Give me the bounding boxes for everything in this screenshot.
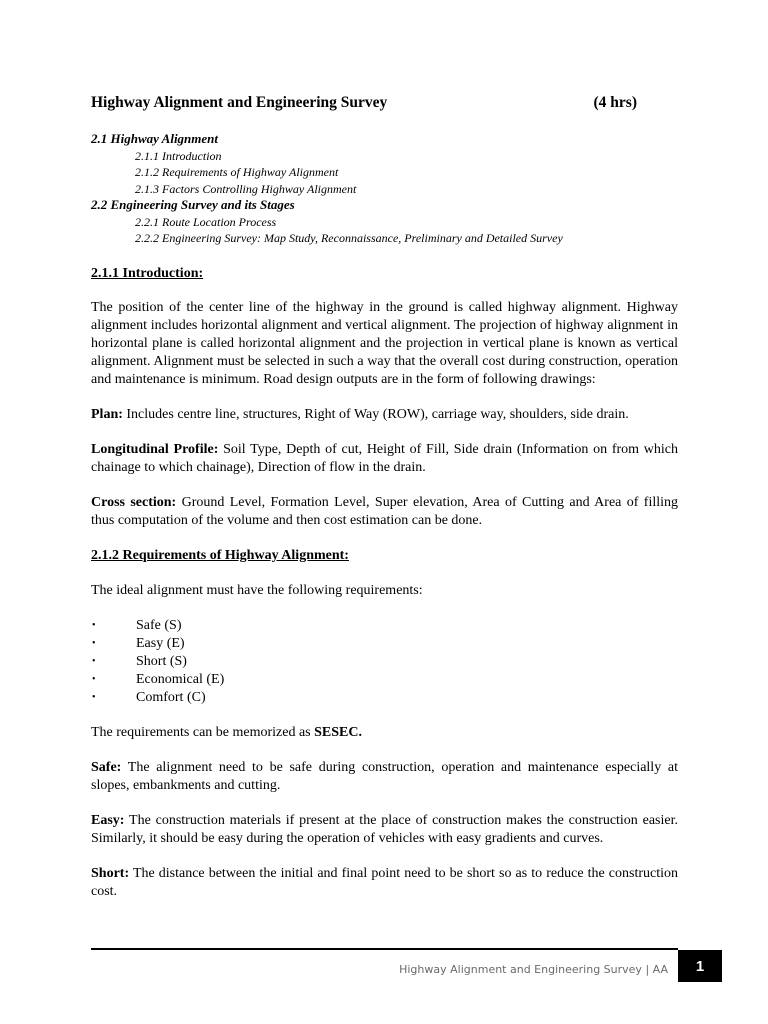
toc-subsection: 2.2.2 Engineering Survey: Map Study, Reconnaissance, Preliminary and Detailed Survey xyxy=(135,231,563,245)
cross-section-label: Cross section: xyxy=(91,495,177,510)
safe-label: Safe: xyxy=(91,760,122,775)
intro-paragraph: The position of the center line of the highway in the ground is called highway alignment. Highway alignment includes horizontal alignment and vertical alignment. The projection of highway alignment in horizontal plane is called horizontal alignment and the projection in vertical plane is known as vertical alignment. Alignment must be selected in such a way that the overall cost during construction, operation and maintenance is minimum. Road design outputs are in the form of following drawings: xyxy=(91,300,678,387)
intro-heading: 2.1.1 Introduction: xyxy=(91,266,204,281)
bullet-icon: • xyxy=(92,692,96,703)
toc-subsection: 2.1.1 Introduction xyxy=(135,148,222,163)
table-of-contents xyxy=(91,131,563,247)
footer-divider xyxy=(91,948,678,950)
easy-paragraph: Easy: The construction materials if present at the place of construction makes the construction easier. Similarly, it should be easy during the operation of vehicles with easy gradients and curves. xyxy=(91,813,678,846)
short-paragraph: Short: The distance between the initial and final point need to be short so as to reduce the construction cost. xyxy=(91,866,678,899)
short-label: Short: xyxy=(91,866,130,881)
plan-paragraph xyxy=(91,406,678,424)
safe-paragraph: Safe: The alignment need to be safe during construction, operation and maintenance especially at slopes, embankments and cutting. xyxy=(91,760,678,793)
list-item: • Comfort (C) xyxy=(92,690,206,705)
bullet-icon: • xyxy=(92,638,96,649)
list-item: • Safe (S) xyxy=(92,618,182,633)
bullet-icon: • xyxy=(92,620,96,631)
memo-word: SESEC. xyxy=(314,725,362,740)
toc-section: 2.1 Highway Alignment xyxy=(91,131,219,146)
toc-subsection: 2.1.3 Factors Controlling Highway Alignment xyxy=(135,181,357,196)
cross-section-text: Ground Level, Formation Level, Super elevation, Area of Cutting and Area of filling thus computation of the volume and then cost estimation can be done. xyxy=(91,495,679,528)
toc-section: 2.2 Engineering Survey and its Stages xyxy=(91,197,295,212)
page-number: 1 xyxy=(678,950,722,982)
profile-label: Longitudinal Profile: xyxy=(91,442,219,457)
footer-text: Highway Alignment and Engineering Survey | AA xyxy=(399,963,668,976)
bullet-icon: • xyxy=(92,674,96,685)
requirements-heading: 2.1.2 Requirements of Highway Alignment: xyxy=(91,548,349,563)
memo-paragraph: The requirements can be memorized as SESEC. xyxy=(91,725,362,740)
toc-subsection: 2.2.1 Route Location Process xyxy=(135,214,277,229)
bullet-icon: • xyxy=(92,656,96,667)
toc-subsection: 2.1.2 Requirements of Highway Alignment xyxy=(135,165,339,179)
easy-label: Easy: xyxy=(91,813,125,828)
profile-text: Soil Type, Depth of cut, Height of Fill, Side drain (Information on from which chainage to which chainage), Direction of flow in the drain. xyxy=(91,442,678,475)
profile-paragraph xyxy=(91,441,678,477)
requirements-intro: The ideal alignment must have the following requirements: xyxy=(91,583,423,598)
body-content xyxy=(91,265,678,901)
plan-text: Includes centre line, structures, Right of Way (ROW), carriage way, shoulders, side drain. xyxy=(122,407,629,422)
list-item: • Economical (E) xyxy=(92,672,225,687)
plan-label: Plan: xyxy=(91,407,123,422)
requirements-list xyxy=(91,617,678,707)
duration-label: (4 hrs) xyxy=(593,94,637,111)
list-item: • Easy (E) xyxy=(92,636,185,651)
list-item: • Short (S) xyxy=(92,654,187,669)
page-title: Highway Alignment and Engineering Survey xyxy=(91,94,388,111)
cross-section-paragraph xyxy=(91,494,678,530)
title-row xyxy=(91,94,637,112)
